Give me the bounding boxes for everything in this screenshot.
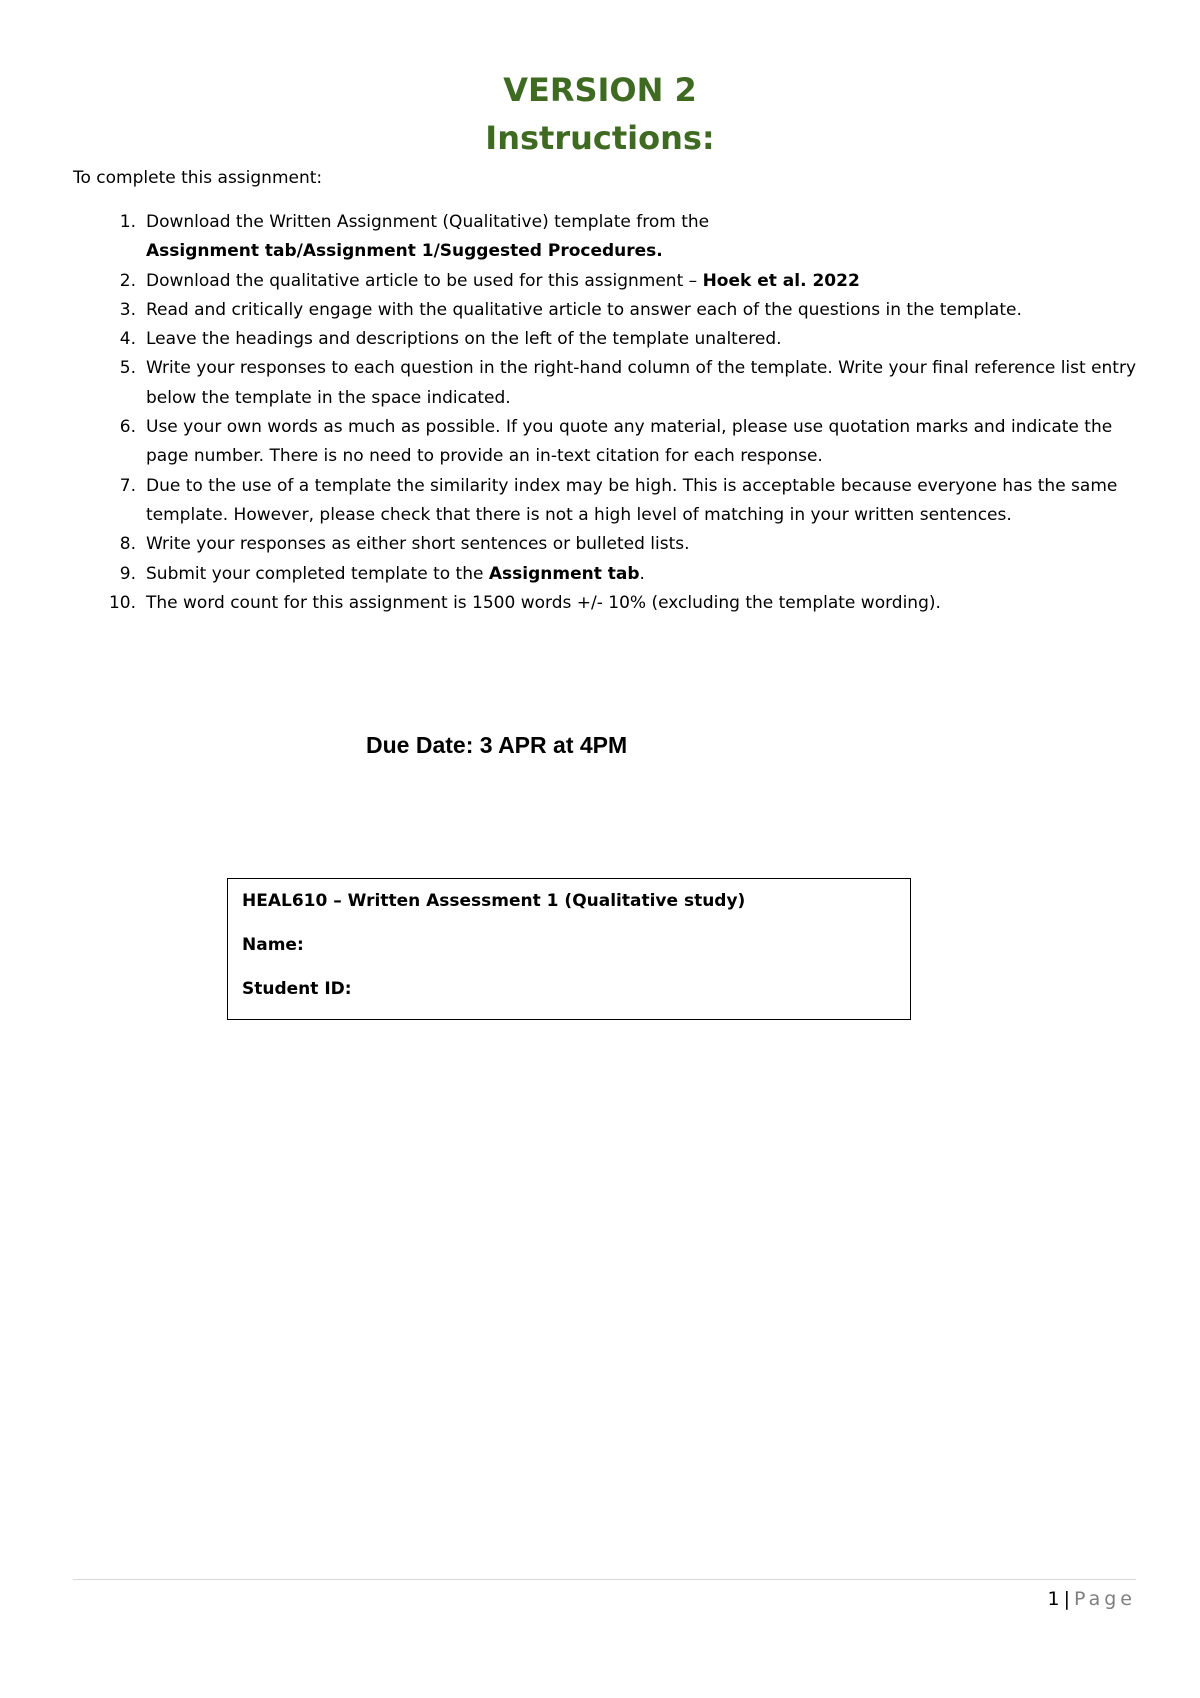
list-number: 2. [119, 270, 136, 291]
list-number: 9. [119, 563, 136, 584]
student-id-label: Student ID: [242, 979, 352, 999]
intro-text: To complete this assignment: [73, 168, 323, 188]
step-bold-text: Assignment tab [488, 563, 640, 584]
list-item [100, 472, 1140, 531]
list-item [100, 267, 1140, 296]
footer-separator: | [1063, 1588, 1070, 1610]
list-number: 8. [119, 534, 136, 555]
step-text: Download the Written Assignment (Qualitative) template from the [146, 212, 710, 232]
page-footer [1048, 1585, 1137, 1613]
list-item [100, 413, 1140, 472]
instruction-list [100, 208, 1140, 618]
name-label: Name: [242, 935, 304, 955]
step-text: Leave the headings and descriptions on the left of the template unaltered. [146, 329, 782, 350]
step-text: Read and critically engage with the qualitative article to answer each of the questions in the template. [146, 299, 1022, 320]
list-number: 7. [119, 475, 136, 496]
due-date: Due Date: 3 APR at 4PM [366, 732, 628, 758]
step-text: Use your own words as much as possible. If you quote any material, please use quotation marks and indicate the page number. There is no need to provide an in-text citation for each response. [146, 417, 1113, 467]
step-text: Due to the use of a template the similarity index may be high. This is acceptable because everyone has the same template. However, please check that there is not a high level of matching in your written sentences. [146, 475, 1118, 525]
list-item [100, 354, 1140, 413]
list-number: 3. [119, 299, 136, 320]
list-number: 4. [119, 329, 136, 350]
list-item [100, 325, 1140, 354]
step-text: Submit your completed template to the [146, 563, 489, 584]
list-item [100, 560, 1140, 589]
page-label: Page [1074, 1588, 1136, 1610]
list-number: 6. [119, 417, 136, 438]
list-number: 5. [119, 358, 136, 379]
instructions-heading: Instructions: [485, 119, 715, 157]
list-item [100, 589, 1140, 618]
list-number: 1. [119, 212, 136, 232]
step-text: Write your responses as either short sentences or bulleted lists. [146, 534, 690, 555]
page-number: 1 [1047, 1588, 1060, 1610]
step-text: Download the qualitative article to be used for this assignment – [146, 270, 703, 291]
list-item [100, 296, 1140, 325]
list-item [100, 530, 1140, 559]
step-bold-text: Hoek et al. 2022 [702, 270, 860, 291]
step-text-after: . [639, 563, 645, 584]
list-item [100, 208, 1140, 267]
footer-divider [73, 1579, 1136, 1580]
course-title: HEAL610 – Written Assessment 1 (Qualitative study) [242, 891, 746, 911]
student-info-box [227, 878, 911, 1020]
version-heading: VERSION 2 [503, 71, 697, 109]
step-text: The word count for this assignment is 1500 words +/- 10% (excluding the template wording). [146, 592, 941, 613]
list-number: 10. [108, 592, 136, 613]
step-text: Write your responses to each question in the right-hand column of the template. Write your final reference list entry below the template in the space indicated. [146, 358, 1137, 408]
step-bold-text: Assignment tab/Assignment 1/Suggested Procedures. [146, 241, 663, 262]
